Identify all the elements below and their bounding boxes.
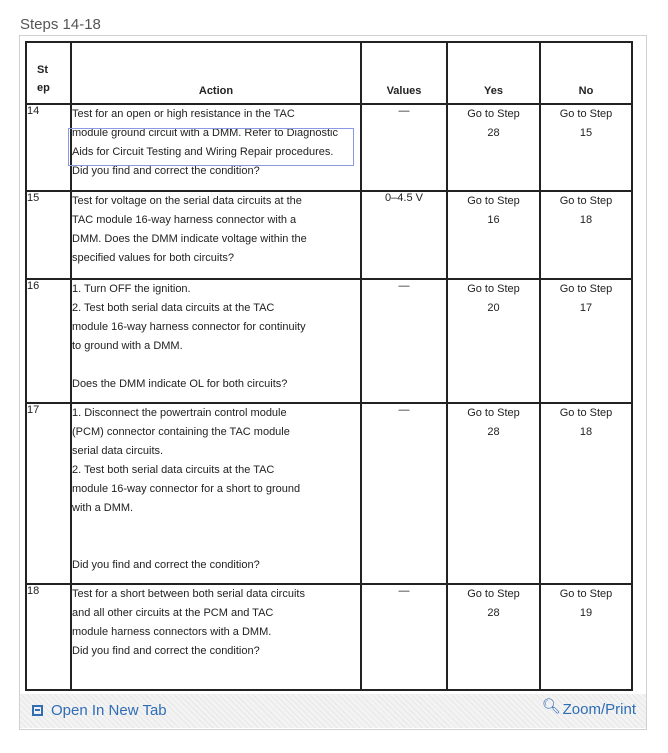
yes-line: 28 xyxy=(487,127,500,139)
cell-step-number: 18 xyxy=(26,584,71,690)
cell-values: — xyxy=(361,279,447,403)
cell-step-number: 17 xyxy=(26,403,71,584)
cell-no xyxy=(540,104,632,191)
cell-yes xyxy=(447,191,540,278)
action-line: module ground circuit with a DMM. Refer to Diagnostic xyxy=(72,127,338,139)
steps-table-container xyxy=(25,41,631,691)
cell-values: — xyxy=(361,403,447,584)
table-row xyxy=(26,403,632,584)
cell-no xyxy=(540,279,632,403)
table-row xyxy=(26,279,632,403)
page-title: Steps 14-18 xyxy=(20,16,101,33)
cell-action xyxy=(71,279,361,403)
header-step xyxy=(26,42,71,104)
no-line: 19 xyxy=(579,606,593,619)
action-line: TAC module 16-way harness connector with a xyxy=(72,214,297,227)
action-line: module harness connectors with a DMM. xyxy=(72,625,272,638)
action-line xyxy=(72,537,360,556)
no-line: Go to Step xyxy=(559,407,613,420)
open-in-new-tab-link[interactable] xyxy=(32,702,167,719)
table-row xyxy=(26,191,632,278)
table-row xyxy=(26,104,632,191)
yes-line: Go to Step xyxy=(467,282,520,295)
cell-no xyxy=(540,191,632,278)
cell-yes xyxy=(447,584,540,690)
cell-yes xyxy=(447,279,540,403)
cell-yes xyxy=(447,104,540,191)
zoom-print-link[interactable] xyxy=(542,700,636,718)
action-line: module 16-way connector for a short to ground xyxy=(72,483,301,496)
action-line: 2. Test both serial data circuits at the TAC xyxy=(72,464,275,477)
action-line: Did you find and correct the condition? xyxy=(72,644,260,657)
no-line: 15 xyxy=(579,127,593,139)
cell-action xyxy=(71,104,361,191)
cell-values: — xyxy=(361,104,447,191)
no-line: 18 xyxy=(579,214,593,227)
action-line: specified values for both circuits? xyxy=(72,252,235,265)
action-line: and all other circuits at the PCM and TAC xyxy=(72,606,274,619)
action-line: 1. Turn OFF the ignition. xyxy=(72,282,191,295)
action-line: Test for a short between both serial data circuits xyxy=(72,587,305,600)
header-step-line: St xyxy=(37,64,48,76)
action-line: module 16-way harness connector for continuity xyxy=(72,320,306,333)
header-action: Action xyxy=(71,42,361,104)
action-line: DMM. Does the DMM indicate voltage within the xyxy=(72,233,307,246)
action-line: 2. Test both serial data circuits at the TAC xyxy=(72,301,275,314)
yes-line: Go to Step xyxy=(467,195,520,208)
zoom-print-label: Zoom/Print xyxy=(562,701,636,718)
no-line: 18 xyxy=(579,426,593,439)
yes-line: 28 xyxy=(487,606,500,619)
open-in-new-tab-icon xyxy=(32,705,43,716)
table-header-row xyxy=(26,42,632,104)
cell-step-number: 16 xyxy=(26,279,71,403)
cell-step-number: 15 xyxy=(26,191,71,278)
cell-no xyxy=(540,403,632,584)
header-no: No xyxy=(540,42,632,104)
action-line: 1. Disconnect the powertrain control module xyxy=(72,407,287,420)
action-line: Does the DMM indicate OL for both circuits? xyxy=(72,377,288,390)
magnifier-icon: 🔍︎ xyxy=(541,698,561,715)
yes-line: Go to Step xyxy=(467,587,520,600)
yes-line: 20 xyxy=(487,301,500,314)
action-line: Test for voltage on the serial data circuits at the xyxy=(72,195,302,208)
cell-action xyxy=(71,403,361,584)
yes-line: 16 xyxy=(487,214,500,227)
action-line: Did you find and correct the condition? xyxy=(72,165,260,177)
table-row xyxy=(26,584,632,690)
cell-action xyxy=(71,584,361,690)
no-line: Go to Step xyxy=(559,587,613,600)
action-line: Test for an open or high resistance in the TAC xyxy=(72,108,295,120)
action-line: (PCM) connector containing the TAC module xyxy=(72,426,290,439)
cell-values: — xyxy=(361,584,447,690)
action-line xyxy=(72,356,360,375)
cell-no xyxy=(540,584,632,690)
header-step-line: ep xyxy=(37,82,50,94)
no-line: Go to Step xyxy=(559,195,613,208)
yes-line: Go to Step xyxy=(467,108,520,120)
action-line xyxy=(72,518,360,537)
yes-line: 28 xyxy=(487,426,500,439)
steps-table xyxy=(25,41,633,691)
action-line: to ground with a DMM. xyxy=(72,339,183,352)
action-line: serial data circuits. xyxy=(72,445,164,458)
no-line: Go to Step xyxy=(559,108,613,120)
bottom-bar xyxy=(20,694,646,728)
cell-yes xyxy=(447,403,540,584)
cell-values: 0–4.5 V xyxy=(361,191,447,278)
yes-line: Go to Step xyxy=(467,407,520,420)
action-line: with a DMM. xyxy=(72,502,134,515)
action-line: Did you find and correct the condition? xyxy=(72,559,260,572)
cell-step-number: 14 xyxy=(26,104,71,191)
cell-action xyxy=(71,191,361,278)
open-in-new-tab-label: Open In New Tab xyxy=(51,702,167,719)
no-line: 17 xyxy=(579,301,593,314)
header-yes: Yes xyxy=(447,42,540,104)
action-line: Aids for Circuit Testing and Wiring Repair procedures. xyxy=(72,146,334,158)
no-line: Go to Step xyxy=(559,282,613,295)
header-values: Values xyxy=(361,42,447,104)
